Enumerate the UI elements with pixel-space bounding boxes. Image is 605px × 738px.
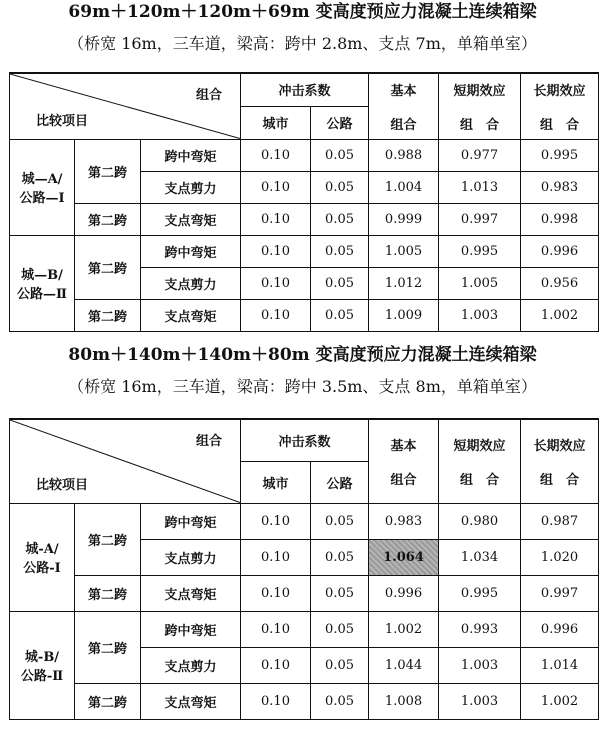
basic-cell-highlighted: 1.064 bbox=[369, 539, 439, 575]
table-row bbox=[10, 503, 599, 539]
header-impact: 冲击系数 bbox=[241, 73, 369, 106]
item-cell: 支点弯矩 bbox=[141, 683, 241, 719]
short-cell: 1.005 bbox=[439, 267, 521, 299]
road-cell: 0.05 bbox=[311, 299, 369, 331]
group-label bbox=[10, 503, 75, 611]
header-basic bbox=[369, 73, 439, 139]
road-cell: 0.05 bbox=[311, 611, 369, 647]
long-cell: 1.002 bbox=[521, 683, 599, 719]
table-row bbox=[10, 611, 599, 647]
item-cell: 支点弯矩 bbox=[141, 575, 241, 611]
span-cell: 第二跨 bbox=[75, 683, 141, 719]
city-cell: 0.10 bbox=[241, 611, 311, 647]
short-cell: 0.995 bbox=[439, 235, 521, 267]
header-compare: 比较项目 bbox=[36, 477, 89, 493]
long-cell: 0.998 bbox=[521, 203, 599, 235]
header-short bbox=[439, 419, 521, 503]
header-basic-l2: 组合 bbox=[390, 472, 417, 488]
section-1 bbox=[0, 0, 605, 54]
long-cell: 0.996 bbox=[521, 611, 599, 647]
section-2 bbox=[0, 345, 605, 397]
table-row bbox=[10, 299, 599, 331]
basic-cell: 0.996 bbox=[369, 575, 439, 611]
long-cell: 0.996 bbox=[521, 235, 599, 267]
road-cell: 0.05 bbox=[311, 539, 369, 575]
long-cell: 0.987 bbox=[521, 503, 599, 539]
group-label bbox=[10, 611, 75, 719]
road-cell: 0.05 bbox=[311, 503, 369, 539]
city-cell: 0.10 bbox=[241, 235, 311, 267]
span-cell: 第二跨 bbox=[75, 611, 141, 683]
basic-cell: 1.005 bbox=[369, 235, 439, 267]
city-cell: 0.10 bbox=[241, 203, 311, 235]
road-cell: 0.05 bbox=[311, 575, 369, 611]
long-cell: 1.014 bbox=[521, 647, 599, 683]
header-long-l1: 长期效应 bbox=[533, 83, 586, 99]
table-2-subtitle: （桥宽 16m，三车道，梁高：跨中 3.5m、支点 8m，单箱单室） bbox=[68, 377, 537, 396]
header-long bbox=[521, 73, 599, 139]
header-basic-l1: 基本 bbox=[390, 83, 417, 99]
road-cell: 0.05 bbox=[311, 171, 369, 203]
road-cell: 0.05 bbox=[311, 203, 369, 235]
header-long bbox=[521, 419, 599, 503]
long-cell: 0.983 bbox=[521, 171, 599, 203]
item-cell: 支点剪力 bbox=[141, 647, 241, 683]
item-cell: 跨中弯矩 bbox=[141, 611, 241, 647]
header-combo: 组合 bbox=[196, 434, 223, 449]
table-1-subtitle: （桥宽 16m，三车道，梁高：跨中 2.8m、支点 7m，单箱单室） bbox=[68, 34, 537, 53]
group-label-l1: 城—B/ bbox=[21, 268, 63, 283]
short-cell: 0.977 bbox=[439, 139, 521, 171]
city-cell: 0.10 bbox=[241, 267, 311, 299]
header-city: 城市 bbox=[241, 106, 311, 139]
header-road: 公路 bbox=[311, 106, 369, 139]
short-cell: 1.003 bbox=[439, 683, 521, 719]
short-cell: 0.980 bbox=[439, 503, 521, 539]
header-short-l2: 组 合 bbox=[460, 472, 500, 488]
city-cell: 0.10 bbox=[241, 299, 311, 331]
basic-cell: 0.988 bbox=[369, 139, 439, 171]
city-cell: 0.10 bbox=[241, 539, 311, 575]
short-cell: 0.997 bbox=[439, 203, 521, 235]
long-cell: 1.020 bbox=[521, 539, 599, 575]
table-row bbox=[10, 203, 599, 235]
header-basic-l2: 组合 bbox=[390, 117, 417, 133]
header-impact: 冲击系数 bbox=[241, 419, 369, 461]
item-cell: 支点剪力 bbox=[141, 267, 241, 299]
table-2-title: 80m＋140m＋140m＋80m 变高度预应力混凝土连续箱梁 bbox=[68, 345, 537, 365]
basic-cell: 0.999 bbox=[369, 203, 439, 235]
item-cell: 跨中弯矩 bbox=[141, 235, 241, 267]
group-label-l2: 公路—Ⅱ bbox=[17, 287, 67, 302]
long-cell: 0.956 bbox=[521, 267, 599, 299]
short-cell: 1.034 bbox=[439, 539, 521, 575]
basic-cell: 1.008 bbox=[369, 683, 439, 719]
corner-header bbox=[10, 419, 241, 503]
long-cell: 1.002 bbox=[521, 299, 599, 331]
item-cell: 跨中弯矩 bbox=[141, 503, 241, 539]
road-cell: 0.05 bbox=[311, 683, 369, 719]
group-label-l1: 城-B/ bbox=[24, 650, 60, 665]
road-cell: 0.05 bbox=[311, 647, 369, 683]
short-cell: 1.013 bbox=[439, 171, 521, 203]
span-cell: 第二跨 bbox=[75, 139, 141, 203]
header-long-l2: 组 合 bbox=[540, 472, 580, 488]
table-row bbox=[10, 139, 599, 171]
city-cell: 0.10 bbox=[241, 647, 311, 683]
road-cell: 0.05 bbox=[311, 235, 369, 267]
header-road: 公路 bbox=[311, 461, 369, 503]
group-label bbox=[10, 235, 75, 331]
header-city: 城市 bbox=[241, 461, 311, 503]
basic-cell: 1.012 bbox=[369, 267, 439, 299]
basic-cell: 1.002 bbox=[369, 611, 439, 647]
basic-cell: 1.004 bbox=[369, 171, 439, 203]
city-cell: 0.10 bbox=[241, 503, 311, 539]
header-short-l1: 短期效应 bbox=[453, 83, 506, 99]
short-cell: 1.003 bbox=[439, 299, 521, 331]
group-label bbox=[10, 139, 75, 235]
group-label-l2: 公路—Ⅰ bbox=[19, 191, 65, 206]
header-short-l1: 短期效应 bbox=[453, 438, 506, 454]
road-cell: 0.05 bbox=[311, 267, 369, 299]
span-cell: 第二跨 bbox=[75, 503, 141, 575]
header-basic-l1: 基本 bbox=[390, 438, 417, 454]
road-cell: 0.05 bbox=[311, 139, 369, 171]
city-cell: 0.10 bbox=[241, 683, 311, 719]
span-cell: 第二跨 bbox=[75, 575, 141, 611]
header-short-l2: 组 合 bbox=[460, 117, 500, 133]
header-basic bbox=[369, 419, 439, 503]
header-compare: 比较项目 bbox=[36, 113, 89, 129]
header-long-l1: 长期效应 bbox=[533, 438, 586, 454]
item-cell: 支点剪力 bbox=[141, 539, 241, 575]
basic-cell: 1.044 bbox=[369, 647, 439, 683]
table-2 bbox=[9, 418, 599, 720]
basic-cell: 1.009 bbox=[369, 299, 439, 331]
item-cell: 支点弯矩 bbox=[141, 299, 241, 331]
city-cell: 0.10 bbox=[241, 139, 311, 171]
short-cell: 0.995 bbox=[439, 575, 521, 611]
long-cell: 0.997 bbox=[521, 575, 599, 611]
group-label-l1: 城-A/ bbox=[25, 542, 59, 557]
table-row bbox=[10, 235, 599, 267]
table-1 bbox=[9, 72, 599, 332]
span-cell: 第二跨 bbox=[75, 203, 141, 235]
item-cell: 支点剪力 bbox=[141, 171, 241, 203]
city-cell: 0.10 bbox=[241, 171, 311, 203]
header-long-l2: 组 合 bbox=[540, 117, 580, 133]
header-short bbox=[439, 73, 521, 139]
short-cell: 1.003 bbox=[439, 647, 521, 683]
group-label-l2: 公路-Ⅰ bbox=[23, 561, 61, 576]
header-combo: 组合 bbox=[196, 88, 223, 103]
city-cell: 0.10 bbox=[241, 575, 311, 611]
span-cell: 第二跨 bbox=[75, 299, 141, 331]
table-row bbox=[10, 575, 599, 611]
group-label-l2: 公路-Ⅱ bbox=[20, 669, 64, 684]
corner-header bbox=[10, 73, 241, 139]
span-cell: 第二跨 bbox=[75, 235, 141, 299]
item-cell: 支点弯矩 bbox=[141, 203, 241, 235]
short-cell: 0.993 bbox=[439, 611, 521, 647]
item-cell: 跨中弯矩 bbox=[141, 139, 241, 171]
basic-cell: 0.983 bbox=[369, 503, 439, 539]
group-label-l1: 城—A/ bbox=[21, 172, 63, 187]
table-row bbox=[10, 683, 599, 719]
long-cell: 0.995 bbox=[521, 139, 599, 171]
table-1-title: 69m＋120m＋120m＋69m 变高度预应力混凝土连续箱梁 bbox=[68, 2, 537, 22]
